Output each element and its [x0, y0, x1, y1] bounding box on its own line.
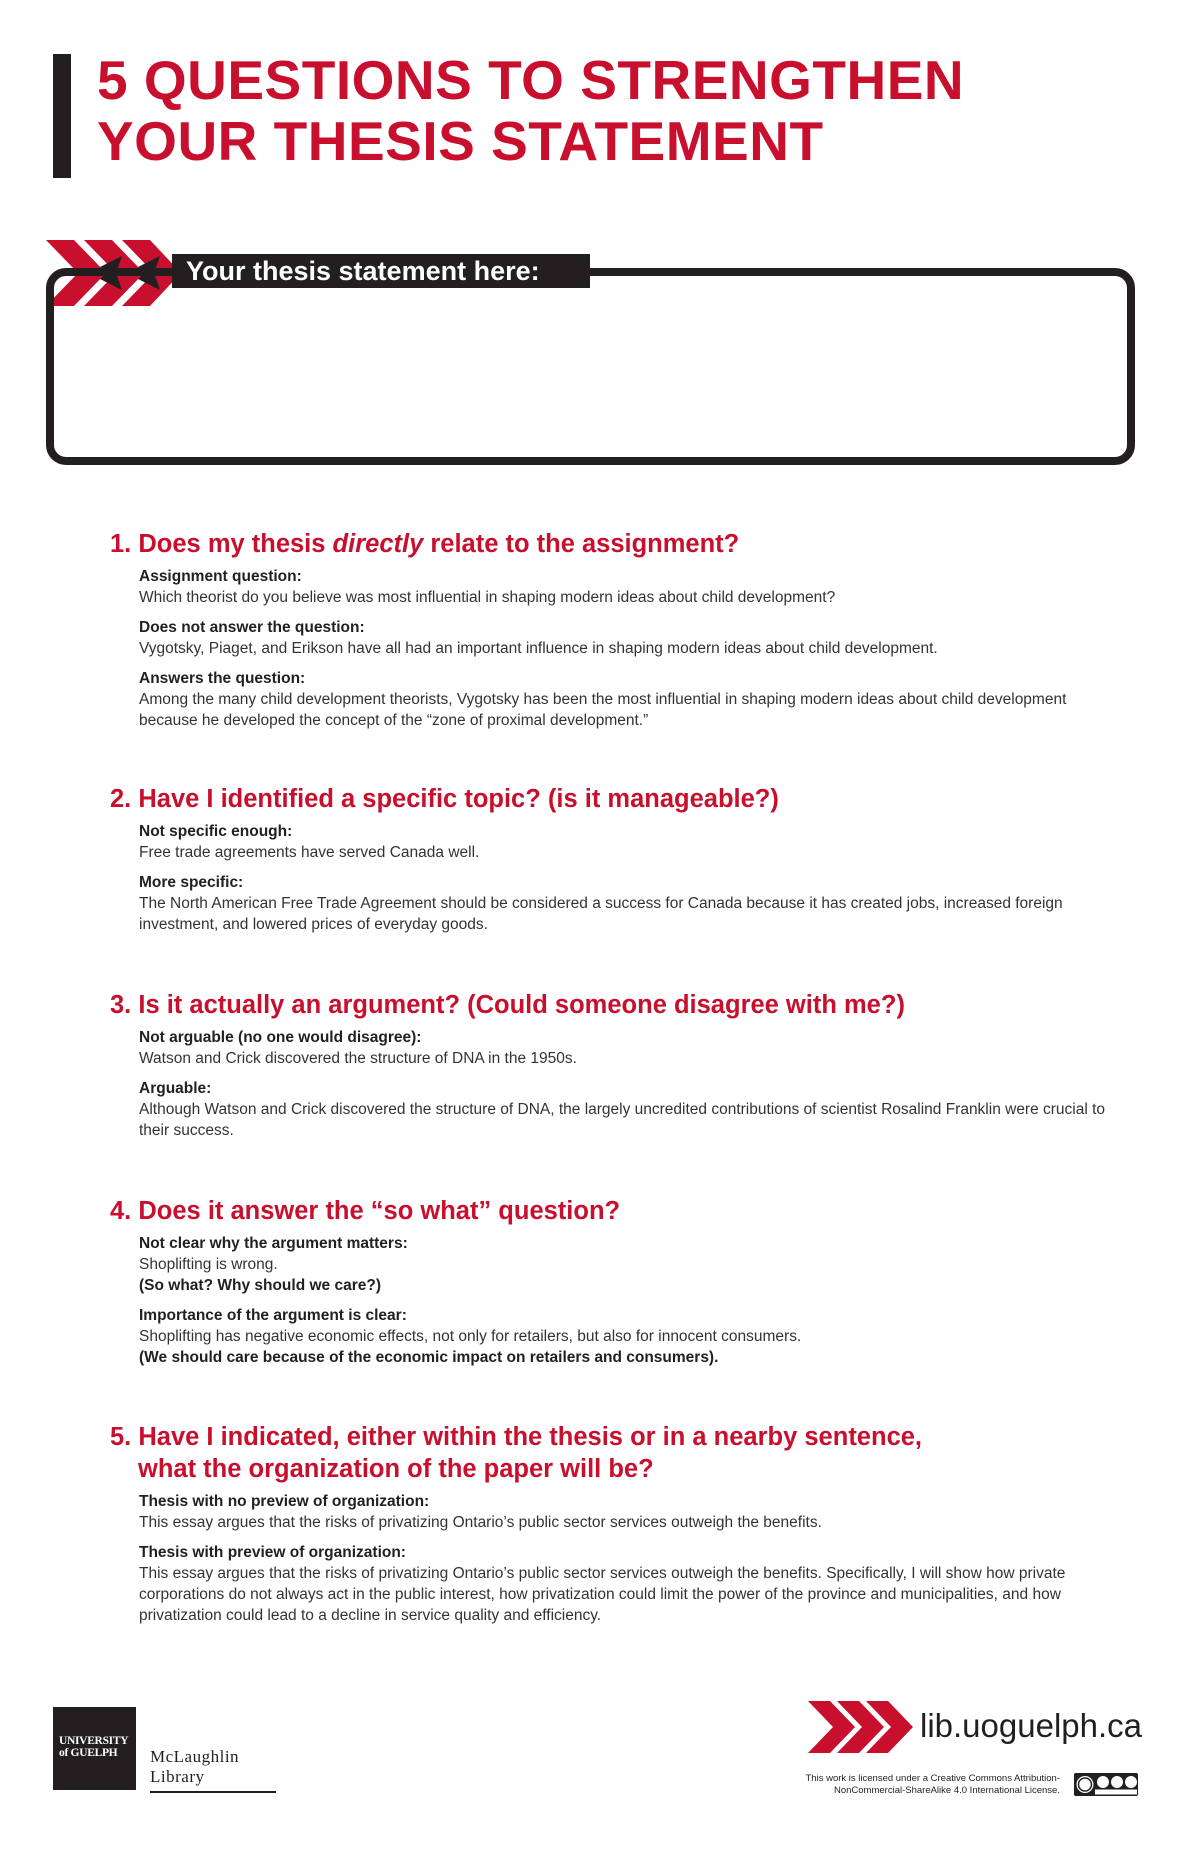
library-name	[150, 1747, 239, 1787]
example-note: (We should care because of the economic impact on retailers and consumers).	[139, 1349, 719, 1366]
question-title-part: relate to the assignment?	[423, 530, 740, 558]
license-text	[806, 1773, 1061, 1797]
library-url-link[interactable]: lib.uoguelph.ca	[920, 1707, 1143, 1744]
question-1-section	[110, 528, 1110, 731]
question-5-section	[110, 1421, 1110, 1626]
example-label: Thesis with preview of organization:	[139, 1544, 406, 1561]
example-block	[139, 1027, 1110, 1069]
example-text: Shoplifting is wrong.	[139, 1256, 278, 1273]
question-title-part: Is it actually an argument? (Could someone disagree with me?)	[138, 991, 905, 1019]
question-title-part: what the organization of the paper will be?	[138, 1455, 654, 1483]
example-text: Watson and Crick discovered the structure of DNA in the 1950s.	[139, 1050, 577, 1067]
example-note: (So what? Why should we care?)	[139, 1277, 381, 1294]
example-block	[139, 566, 1110, 608]
thesis-input-box[interactable]	[46, 268, 1135, 465]
license-line-2: NonCommercial-ShareAlike 4.0 International License.	[833, 1785, 1060, 1796]
page-title-line-2: YOUR THESIS STATEMENT	[97, 110, 824, 172]
example-label: Not arguable (no one would disagree):	[139, 1029, 422, 1046]
license-line-1: This work is licensed under a Creative Commons Attribution-	[805, 1773, 1060, 1784]
question-title-part: Have I identified a specific topic? (is it manageable?)	[138, 785, 779, 813]
question-number: 1.	[110, 530, 132, 558]
question-number: 5.	[110, 1423, 132, 1451]
example-text: Vygotsky, Piaget, and Erikson have all had an important influence in shaping modern ideas about child development.	[139, 640, 938, 657]
example-block	[139, 1233, 1110, 1296]
cc-by-nc-sa-badge-icon[interactable]	[1074, 1773, 1138, 1796]
example-label: Assignment question:	[139, 568, 302, 585]
example-label: Not specific enough:	[139, 823, 293, 840]
thesis-box-label: Your thesis statement here:	[172, 254, 590, 288]
question-number: 3.	[110, 991, 132, 1019]
question-title-emphasis: directly	[332, 530, 424, 558]
example-text: Among the many child development theorists, Vygotsky has been the most influential in shaping modern ideas about child development because he developed the concept of the “zone of proximal development.”	[139, 691, 1067, 729]
question-3-section	[110, 989, 1110, 1141]
example-block	[139, 1078, 1110, 1141]
question-number: 4.	[110, 1197, 132, 1225]
question-title-part: Does it answer the “so what” question?	[138, 1197, 621, 1225]
question-title-part: Have I indicated, either within the thesis or in a nearby sentence,	[138, 1423, 923, 1451]
example-block	[139, 668, 1110, 731]
example-label: More specific:	[139, 874, 244, 891]
example-text: Which theorist do you believe was most influential in shaping modern ideas about child development?	[139, 589, 836, 606]
example-text: Free trade agreements have served Canada well.	[139, 844, 480, 861]
example-block	[139, 617, 1110, 659]
question-2-section	[110, 783, 1110, 935]
logo-line-2: of GUELPH	[59, 1747, 118, 1759]
example-label: Does not answer the question:	[139, 619, 365, 636]
footer-chevrons-icon	[808, 1701, 913, 1753]
example-label: Not clear why the argument matters:	[139, 1235, 408, 1252]
example-label: Importance of the argument is clear:	[139, 1307, 407, 1324]
example-block	[139, 821, 1110, 863]
example-block	[139, 1542, 1110, 1626]
example-text: Although Watson and Crick discovered the structure of DNA, the largely uncredited contributions of scientist Rosalind Franklin were crucial to their success.	[139, 1101, 1106, 1139]
question-number: 2.	[110, 785, 132, 813]
question-4-section	[110, 1195, 1110, 1368]
question-4-title	[110, 1195, 1110, 1227]
example-text: This essay argues that the risks of privatizing Ontario’s public sector services outweigh the benefits. Specifically, I will show how private corporations do not always act in the public interest, how privatization could limit the power of the province and municipalities, and how privatization could lead to a decline in service quality and efficiency.	[139, 1565, 1066, 1624]
example-block	[139, 1305, 1110, 1368]
example-block	[139, 1491, 1110, 1533]
page-title	[97, 50, 964, 172]
example-text: Shoplifting has negative economic effects, not only for retailers, but also for innocent consumers.	[139, 1328, 802, 1345]
page-title-line-1: 5 QUESTIONS TO STRENGTHEN	[97, 49, 965, 111]
example-text: The North American Free Trade Agreement should be considered a success for Canada because it has created jobs, increased foreign investment, and lowered prices of everyday goods.	[139, 895, 1063, 933]
example-block	[139, 872, 1110, 935]
library-name-line-2: Library	[150, 1767, 205, 1786]
question-1-title	[110, 528, 1110, 560]
question-3-title	[110, 989, 1110, 1021]
question-2-title	[110, 783, 1110, 815]
logo-line-1: UNIVERSITY	[59, 1735, 129, 1747]
university-of-guelph-logo	[53, 1707, 136, 1790]
example-text: This essay argues that the risks of privatizing Ontario’s public sector services outweigh the benefits.	[139, 1514, 822, 1531]
example-label: Arguable:	[139, 1080, 212, 1097]
question-5-title	[110, 1421, 1110, 1485]
example-label: Thesis with no preview of organization:	[139, 1493, 430, 1510]
question-title-part: Does my thesis	[138, 530, 333, 558]
library-underline	[150, 1791, 276, 1793]
example-label: Answers the question:	[139, 670, 306, 687]
title-accent-bar	[53, 54, 71, 178]
library-name-line-1: McLaughlin	[150, 1747, 240, 1766]
